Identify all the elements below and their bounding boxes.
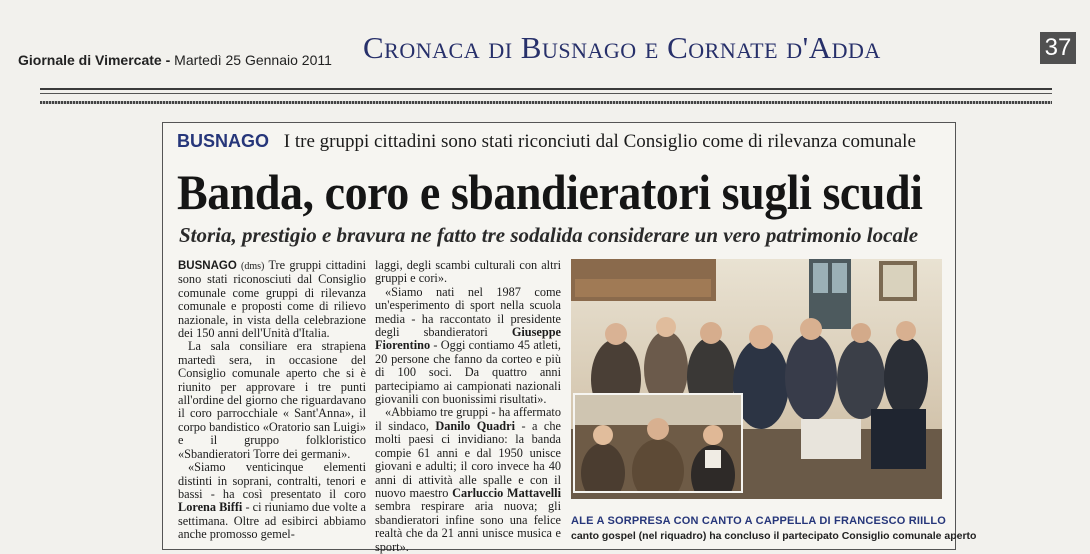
paragraph-text: «Siamo venticinque elementi distinti in soprani, contralti, tenori e bassi - ha così presentato il coro xyxy=(178,460,366,501)
paragraph-text: «Abbiamo tre gruppi - ha affermato il sindaco, xyxy=(375,405,561,433)
subheadline: Storia, prestigio e bravura ne fatto tre sodalida considerare un vero patrimonio locale xyxy=(179,223,919,247)
paragraph-text: sembra respirare aria nuova; gli sbandieratori infine sono una felice realtà che da 21 anni unisce musica e sport». xyxy=(375,499,561,554)
byline: (dms) xyxy=(241,261,265,272)
paragraph-text: Tre gruppi cittadini sono stati riconosciuti dal Consiglio comunale come gruppi di rilevanza comunale e proposti come di rilievo nazionale, in vista della celebrazione dei 150 anni dell'Unità d'Italia. xyxy=(178,258,366,341)
paragraph-text: - a che molti paesi ci invidiano: la banda compie 61 anni e dal 1950 unisce giovani e adulti; il coro invece ha 40 anni di attività alle spalle e con il nuovo maestro xyxy=(375,418,561,500)
headline: Banda, coro e sbandieratori sugli scudi xyxy=(177,164,923,220)
paragraph xyxy=(375,406,561,553)
masthead-separator: - xyxy=(165,52,171,68)
article-column-1 xyxy=(178,259,366,542)
paragraph-text: «Siamo nati nel 1987 come un'esperimento di sport nella scuola media - ha raccontato il presidente degli sbandieratori xyxy=(375,284,561,340)
paragraph: La sala consiliare era strapiena martedì sera, in occasione del Consiglio comunale aperto che si è riunito per approvare i tre punti all'ordine del giorno che riguardavano il coro parrocchiale « Sant'Anna», il corpo bandistico «Oratorio san Luigi» e il gruppo folkloristico «Sbandieratori Torre dei germani». xyxy=(178,339,366,461)
photo-caption-title: ALE A SORPRESA CON CANTO A CAPPELLA DI FRANCESCO RIILLO xyxy=(571,515,947,527)
kicker-tag: BUSNAGO xyxy=(177,131,270,151)
paper-name: Giornale di Vimercate xyxy=(18,52,162,68)
page-number: 37 xyxy=(1040,32,1076,64)
paragraph-text: - Oggi contiamo 45 atleti, 20 persone che fanno da corteo e più di 100 soci. Da quattro anni partecipiamo ai campionati nazionali giovanili con buonissimi risultati». xyxy=(375,338,561,407)
issue-date: Martedì 25 Gennaio 2011 xyxy=(174,52,332,68)
paragraph: laggi, degli scambi culturali con altri gruppi e cori». xyxy=(375,258,561,286)
header-rule xyxy=(40,88,1052,90)
masthead-paper-date xyxy=(18,52,332,68)
person-name: Giuseppe Fiorentino xyxy=(375,325,562,353)
paragraph xyxy=(178,259,366,340)
paragraph-text: - ci riuniamo due volte a settimana. Oltre ad esibirci abbiamo anche promosso gemel- xyxy=(178,500,366,542)
person-name: Carluccio Mattavelli xyxy=(452,485,561,500)
kicker-text: I tre gruppi cittadini sono stati riconciuti dal Consiglio come di rilevanza comunale xyxy=(283,131,916,152)
paragraph xyxy=(375,286,561,407)
person-name: Lorena Biffi xyxy=(178,500,243,515)
article-column-2 xyxy=(375,259,561,554)
photo-caption: canto gospel (nel riquadro) ha concluso il partecipato Consiglio comunale aperto xyxy=(571,530,977,542)
paragraph xyxy=(178,461,366,541)
header-rule-dotted xyxy=(40,101,1052,104)
dateline: BUSNAGO xyxy=(178,260,237,272)
person-name: Danilo Quadri xyxy=(435,418,515,433)
choir-inset-photo xyxy=(573,393,743,493)
article-clipping xyxy=(162,122,977,554)
kicker-line xyxy=(177,131,916,153)
header-rule-thin xyxy=(40,93,1052,94)
section-title: Cronaca di Busnago e Cornate d'Adda xyxy=(363,30,881,65)
masthead xyxy=(18,30,1074,76)
